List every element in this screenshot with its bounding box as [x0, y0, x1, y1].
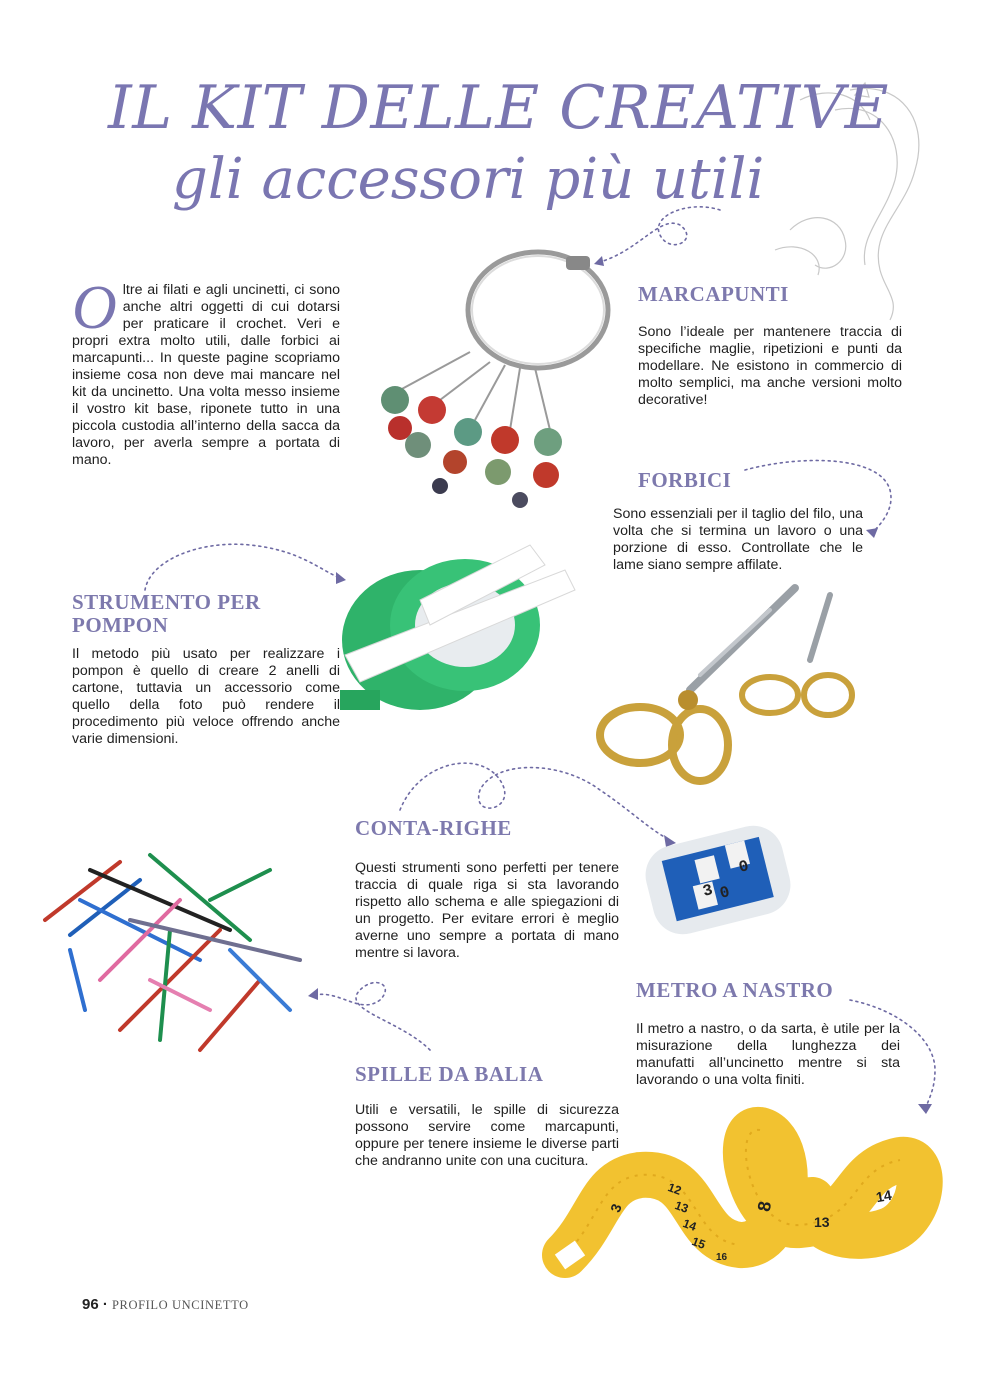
- text-spille: Utili e versatili, le spille di sicurezza possono servire come marcapunti, oppure per tenere insieme le diverse parti che andranno unite con una cucitura.: [355, 1102, 619, 1169]
- heading-pompon: [72, 591, 261, 637]
- heading-spille: SPILLE DA BALIA: [355, 1062, 544, 1086]
- page-number: 96 ·: [82, 1296, 108, 1313]
- stitch-markers-photo: [381, 252, 608, 508]
- tape-number-5: 15: [690, 1234, 708, 1252]
- text-contarighe: Questi strumenti sono perfetti per tenere traccia di quale riga si sta lavorando rispetto allo schema e alle spiegazioni di un progetto. Per evitare errori è meglio averne uno sempre a portata di mano mentre si lavora.: [355, 860, 619, 961]
- heading-contarighe: CONTA-RIGHE: [355, 816, 512, 840]
- heading-metro: METRO A NASTRO: [636, 978, 834, 1002]
- counter-digit-3: 0: [717, 883, 732, 903]
- drop-cap: O: [72, 274, 117, 342]
- text-forbici: Sono essenziali per il taglio del filo, una volta che si termina un lavoro o una porzione di esso. Controllate che le lame siano sempre affilate.: [613, 506, 863, 573]
- tape-number-4: 14: [681, 1216, 699, 1234]
- safety-pins-photo: [45, 855, 300, 1050]
- heading-marcapunti: MARCAPUNTI: [638, 282, 789, 306]
- tape-number-6: 16: [716, 1252, 728, 1263]
- pompon-maker-photo: [340, 545, 575, 710]
- tape-number-1: 3: [607, 1201, 625, 1215]
- counter-digit-2: 0: [736, 857, 751, 877]
- page-title: IL KIT DELLE CREATIVE: [108, 73, 889, 143]
- arrow-pompon: [145, 544, 340, 590]
- text-metro: Il metro a nastro, o da sarta, è utile per la misurazione della lunghezza dei manufatti all’uncinetto mentre si sta lavorando o una volta finiti.: [636, 1021, 900, 1088]
- page-subtitle: gli accessori più utili: [172, 147, 765, 212]
- counter-digit-1: 3: [700, 881, 715, 901]
- arrow-spille: [315, 983, 430, 1050]
- intro-paragraph: [72, 274, 340, 469]
- tape-number-8: 13: [814, 1214, 830, 1230]
- heading-pompon-line2: POMPON: [72, 613, 169, 637]
- text-marcapunti: Sono l’ideale per mantenere traccia di specifiche maglie, ripetizioni e punti da modellare. Ne esistono in commercio di molto semplici, ma anche versioni molto decorative!: [638, 324, 902, 408]
- text-pompon: Il metodo più usato per realizzare i pompon è quello di creare 2 anelli di cartone, tuttavia un accessorio come quello della foto può rendere il procedimento più veloce offrendo anche varie dimensioni.: [72, 646, 340, 747]
- scissors-photo: [600, 588, 852, 781]
- arrow-marcapunti: [600, 207, 720, 262]
- heading-pompon-line1: STRUMENTO PER: [72, 590, 261, 614]
- tape-number-3: 13: [673, 1198, 691, 1216]
- magazine-name: PROFILO UNCINETTO: [112, 1298, 249, 1312]
- tape-number-9: 14: [874, 1186, 893, 1206]
- intro-text: ltre ai filati e agli uncinetti, ci sono anche altri oggetti di cui dotarsi per praticare il crochet. Veri e propri extra molto utili, dalle forbici ai marcapunti... In queste pagine scopriamo insieme cosa non deve mai mancare nel kit da uncinetto. Una volta messo insieme il vostro kit base, riponete tutto in una piccola custodia all’interno della sacca da lavoro, per averla sempre a portata di mano.: [72, 282, 340, 468]
- tape-number-7: 8: [753, 1199, 776, 1214]
- heading-forbici: FORBICI: [638, 468, 732, 492]
- row-counter-photo: [639, 819, 797, 940]
- tape-number-2: 12: [666, 1180, 684, 1198]
